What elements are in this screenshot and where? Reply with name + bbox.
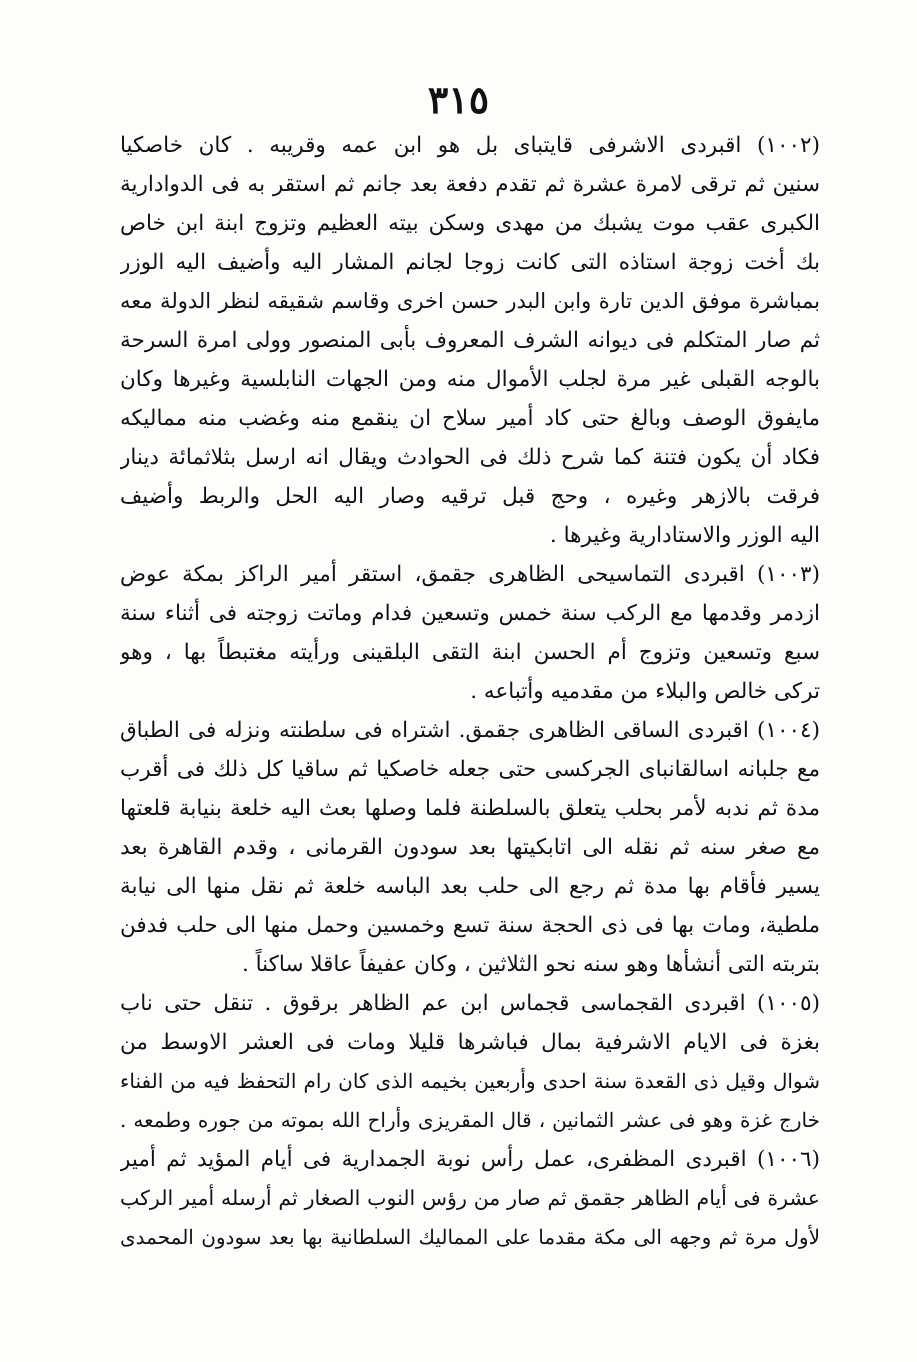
text-line: بتربته التى أنشأها وهو سنه نحو الثلاثين ، وكان عفيفاً عاقلا ساكناً . — [241, 952, 820, 977]
text-line: ملطية، ومات بها فى ذى الحجة سنة تسع وخمسين وحمل منها الى حلب فدفن — [120, 913, 820, 938]
text-line: مع جلبانه اسالقانباى الجركسى حتى جعله خاصكيا ثم ساقيا كل ذلك فى أقرب — [120, 757, 820, 782]
text-line: فرقت بالازهر وغيره ، وحج قبل ترقيه وصار اليه الحل والربط وأضيف — [120, 484, 820, 509]
text-line: شوال وقيل ذى القعدة سنة احدى وأربعين بخيمه الذى كان رام التحفظ فيه من الفناء — [120, 1069, 820, 1093]
text-line: سنين ثم ترقى لامرة عشرة ثم تقدم دفعة بعد جانم ثم استقر به فى الدوادارية — [120, 172, 820, 197]
text-line: تركى خالص والبلاء من مقدميه وأتباعه . — [470, 679, 820, 704]
text-line: لأول مرة ثم وجهه الى مكة مقدما على المماليك السلطانية بها بعد سودون المحمدى — [120, 1225, 820, 1249]
text-line: عشرة فى أيام الظاهر جقمق ثم صار من رؤس النوب الصغار ثم أرسله أمير الركب — [120, 1186, 820, 1210]
text-line: مدة ثم ندبه لأمر بحلب يتعلق بالسلطنة فلما وصلها بعث اليه خلعة بنيابة قلعتها — [120, 796, 820, 821]
text-line: بغزة فى الايام الاشرفية بمال فباشرها قليلا ومات فى العشر الاوسط من — [120, 1030, 820, 1055]
text-line: (١٠٠٥) اقبردى القجماسى قجماس ابن عم الظاهر برقوق . تنقل حتى ناب — [120, 991, 820, 1016]
text-body — [120, 126, 820, 1257]
text-line: بمباشرة موفق الدين تارة وابن البدر حسن اخرى وقاسم شقيقه لنظر الدولة معه — [120, 289, 820, 313]
text-line: (١٠٠٢) اقبردى الاشرفى قايتباى بل هو ابن عمه وقريبه . كان خاصكيا — [120, 133, 820, 158]
text-line: (١٠٠٦) اقبردى المظفرى، عمل رأس نوبة الجمدارية فى أيام المؤيد ثم أمير — [120, 1147, 820, 1172]
text-line: يسير فأقام بها مدة ثم رجع الى حلب بعد الباسه خلعة ثم نقل منها الى نيابة — [120, 874, 820, 899]
page-number: ٣١٥ — [427, 77, 490, 122]
text-line: بك أخت زوجة استاذه التى كانت زوجا لجانم المشار اليه وأضيف اليه الوزر — [120, 250, 820, 275]
text-line: ازدمر وقدمها مع الركب سنة خمس وتسعين فدام وماتت زوجته فى أثناء سنة — [120, 601, 820, 626]
text-line: خارج غزة وهو فى عشر الثمانين ، قال المقريزى وأراح الله بموته من جوره وطمعه . — [120, 1108, 820, 1132]
text-line: الكبرى عقب موت يشبك من مهدى وسكن بيته العظيم وتزوج ابنة ابن خاص — [120, 211, 820, 236]
text-line: (١٠٠٣) اقبردى التماسيحى الظاهرى جقمق، استقر أمير الراكز بمكة عوض — [120, 562, 820, 587]
text-line: ثم صار المتكلم فى ديوانه الشرف المعروف بأبى المنصور وولى امرة السرحة — [120, 328, 820, 353]
text-line: (١٠٠٤) اقبردى الساقى الظاهرى جقمق. اشتراه فى سلطنته ونزله فى الطباق — [120, 718, 820, 743]
text-line: سبع وتسعين وتزوج أم الحسن ابنة التقى البلقينى ورأيته مغتبطاً بها ، وهو — [120, 640, 820, 665]
text-line: مع صغر سنه ثم نقله الى اتابكيتها بعد سودون القرمانى ، وقدم القاهرة بعد — [120, 835, 820, 860]
text-line: مايفوق الوصف وبالغ حتى كاد أمير سلاح ان ينقمع منه وغضب منه مماليكه — [120, 406, 820, 431]
text-line: فكاد أن يكون فتنة كما شرح ذلك فى الحوادث ويقال انه ارسل بثلاثمائة دينار — [120, 445, 820, 470]
text-line: اليه الوزر والاستادارية وغيرها . — [549, 523, 820, 548]
text-line: بالوجه القبلى غير مرة لجلب الأموال منه ومن الجهات النابلسية وغيرها وكان — [120, 367, 820, 392]
